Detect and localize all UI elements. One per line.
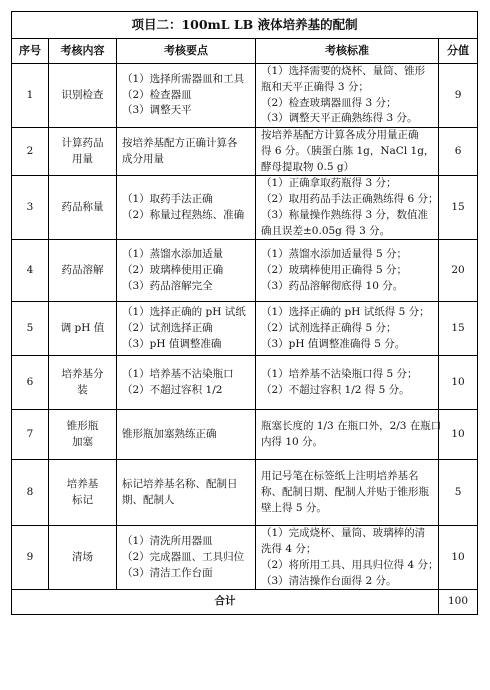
standard-line: 用记号笔在标签纸上注明培养基名 [261, 470, 419, 483]
assessment-standard [256, 128, 439, 176]
standard-line: 确且误差±0.05g 得 3 分。 [261, 224, 391, 237]
standard-line: 内得 10 分。 [261, 435, 324, 448]
assessment-requirement [117, 356, 256, 410]
requirement-line: （1）选择所需器皿和工具 [122, 72, 245, 85]
requirement-line: （3）清洁工作台面 [122, 566, 213, 579]
item-line: 调 pH 值 [60, 321, 105, 334]
standard-line: （1）正确拿取药瓶得 3 分； [261, 177, 397, 190]
header-score: 分值 [439, 39, 478, 64]
standard-line: 壁上得 5 分。 [261, 501, 327, 514]
assessment-standard [256, 64, 439, 128]
standard-line: （1）选择需要的烧杯、量筒、锥形 [261, 65, 426, 77]
table-title: 项目二：100mL LB 液体培养基的配制 [12, 12, 478, 39]
row-number: 1 [12, 64, 49, 128]
standard-line: （2）玻璃棒使用正确得 5 分； [261, 263, 408, 276]
item-line: 锥形瓶 [66, 420, 99, 432]
assessment-item [49, 526, 117, 590]
standard-line: （1）培养基不沾染瓶口得 5 分； [261, 368, 418, 380]
standard-line: （3）药品溶解彻底得 10 分。 [261, 279, 404, 292]
header-requirement: 考核要点 [117, 39, 256, 64]
item-line: 标记 [72, 493, 93, 506]
standard-line: （3）调整天平正确熟练得 3 分。 [261, 112, 418, 125]
item-line: 培养基分 [61, 368, 104, 380]
standard-line: （2）检查玻璃器皿得 3 分； [261, 96, 397, 109]
standard-line: （2）取用药品手法正确熟练得 6 分； [261, 193, 439, 205]
assessment-standard [256, 460, 439, 526]
assessment-item [49, 460, 117, 526]
standard-line: 瓶塞长度的 1/3 在瓶口外，2/3 在瓶口 [261, 420, 442, 432]
assessment-item [49, 128, 117, 176]
row-score: 10 [439, 356, 478, 410]
table-row [12, 176, 478, 240]
row-number: 5 [12, 302, 49, 356]
requirement-line: （2）称量过程熟练、准确 [122, 208, 245, 221]
requirement-line: （2）检查器皿 [122, 88, 192, 101]
assessment-sheet [11, 11, 477, 615]
row-score: 15 [439, 302, 478, 356]
item-line: 加塞 [72, 435, 93, 448]
requirement-line: （2）完成器皿、工具归位 [122, 550, 245, 563]
requirement-line: 期、配制人 [122, 493, 175, 506]
standard-line: 瓶和天平正确得 3 分； [261, 80, 369, 93]
requirement-line: （1）清洗所用器皿 [122, 535, 213, 548]
total-label: 合计 [12, 590, 439, 615]
item-line: 装 [77, 383, 88, 396]
table-row [12, 240, 478, 302]
assessment-item [49, 302, 117, 356]
item-line: 药品称量 [61, 200, 104, 213]
standard-line: （2）试剂选择正确得 5 分； [261, 321, 397, 334]
table-row [12, 526, 478, 590]
assessment-requirement [117, 240, 256, 302]
standard-line: 得 6 分。（胰蛋白胨 1g，NaCl 1g， [261, 144, 435, 157]
table-row [12, 460, 478, 526]
requirement-line: （3）调整天平 [122, 104, 192, 117]
assessment-requirement [117, 176, 256, 240]
item-line: 识别检查 [61, 88, 104, 101]
assessment-item [49, 176, 117, 240]
item-line: 培养基 [66, 478, 99, 490]
assessment-standard [256, 240, 439, 302]
assessment-standard [256, 356, 439, 410]
assessment-item [49, 356, 117, 410]
row-score: 10 [439, 410, 478, 460]
assessment-item [49, 64, 117, 128]
requirement-line: （2）玻璃棒使用正确 [122, 263, 224, 276]
table-row [12, 64, 478, 128]
item-line: 用量 [72, 152, 93, 165]
header-row [12, 39, 478, 64]
assessment-requirement [117, 302, 256, 356]
row-score: 20 [439, 240, 478, 302]
assessment-requirement [117, 128, 256, 176]
row-number: 3 [12, 176, 49, 240]
row-number: 4 [12, 240, 49, 302]
standard-line: 酵母提取物 0.5 g） [261, 160, 355, 173]
requirement-line: （1）培养基不沾染瓶口 [122, 368, 234, 380]
item-line: 计算药品 [61, 136, 104, 149]
header-standard: 考核标准 [256, 39, 439, 64]
requirement-line: （2）不超过容积 1/2 [122, 383, 223, 396]
requirement-line: 标记培养基名称、配制日 [122, 478, 238, 490]
item-line: 药品溶解 [61, 263, 104, 276]
row-number: 8 [12, 460, 49, 526]
standard-line: （1）蒸馏水添加适量得 5 分； [261, 248, 408, 261]
standard-line: （3）称量操作熟练得 3 分，数值准 [261, 208, 429, 221]
standard-line: （2）将所用工具、用具归位得 4 分； [261, 558, 439, 571]
row-score: 10 [439, 526, 478, 590]
table-row [12, 356, 478, 410]
assessment-requirement [117, 460, 256, 526]
total-row [12, 590, 478, 615]
standard-line: （3）pH 值调整准确得 5 分。 [261, 337, 406, 350]
row-score: 9 [439, 64, 478, 128]
requirement-line: 成分用量 [122, 152, 164, 165]
row-number: 9 [12, 526, 49, 590]
standard-line: 称、配制日期、配制人并贴于锥形瓶 [261, 485, 429, 498]
assessment-requirement [117, 410, 256, 460]
standard-line: （2）不超过容积 1/2 得 5 分。 [261, 383, 410, 396]
row-number: 6 [12, 356, 49, 410]
assessment-item [49, 240, 117, 302]
assessment-standard [256, 302, 439, 356]
standard-line: （1）完成烧杯、量筒、玻璃棒的清 [261, 527, 426, 540]
requirement-line: （2）试剂选择正确 [122, 321, 213, 334]
row-score: 6 [439, 128, 478, 176]
assessment-standard [256, 526, 439, 590]
assessment-standard [256, 410, 442, 460]
assessment-requirement [117, 526, 256, 590]
standard-line: 洗得 4 分； [261, 543, 317, 555]
requirement-line: （3）药品溶解完全 [122, 279, 213, 292]
requirement-line: （1）选择正确的 pH 试纸 [122, 306, 246, 319]
requirement-line: （1）取药手法正确 [122, 193, 213, 205]
total-score: 100 [439, 590, 478, 615]
table-row [12, 128, 478, 176]
standard-line: （3）清洁操作台面得 2 分。 [261, 574, 397, 587]
row-number: 2 [12, 128, 49, 176]
header-item: 考核内容 [49, 39, 117, 64]
assessment-item [49, 410, 117, 460]
requirement-line: （3）pH 值调整准确 [122, 337, 222, 350]
requirement-line: （1）蒸馏水添加适量 [122, 248, 224, 261]
requirement-line: 按培养基配方正确计算各 [122, 136, 238, 149]
assessment-requirement [117, 64, 256, 128]
standard-line: （1）选择正确的 pH 试纸得 5 分； [261, 306, 430, 319]
row-score: 15 [439, 176, 478, 240]
requirement-line: 锥形瓶加塞熟练正确 [122, 427, 217, 440]
row-number: 7 [12, 410, 49, 460]
row-score: 5 [439, 460, 478, 526]
table-row [12, 302, 478, 356]
item-line: 清场 [72, 550, 93, 563]
table-row [12, 410, 478, 460]
assessment-table [11, 11, 478, 615]
assessment-standard [256, 176, 439, 240]
standard-line: 按培养基配方计算各成分用量正确 [261, 129, 419, 141]
header-no: 序号 [12, 39, 49, 64]
